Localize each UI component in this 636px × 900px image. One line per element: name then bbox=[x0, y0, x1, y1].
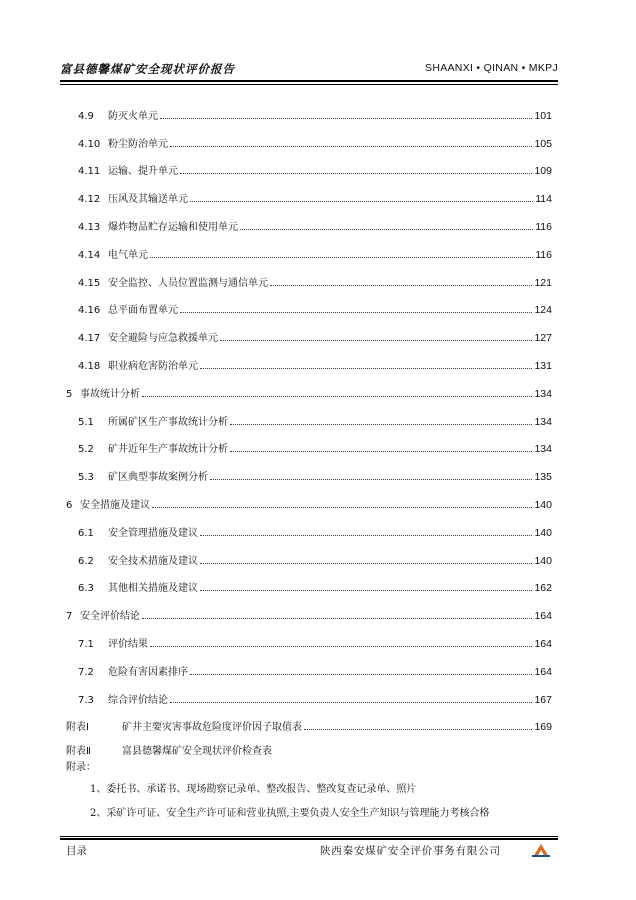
toc-entry-number: 4.16 bbox=[78, 305, 101, 317]
toc-entry-title: 职业病危害防治单元 bbox=[108, 360, 198, 372]
toc-entry-title: 运输、提升单元 bbox=[108, 166, 178, 178]
toc-leader-dots bbox=[170, 146, 532, 147]
toc-leader-dots bbox=[190, 201, 533, 202]
toc-entry-page: 134 bbox=[534, 443, 552, 456]
toc-entry-number: 6.3 bbox=[78, 583, 94, 595]
toc-entry-page: 127 bbox=[534, 332, 552, 345]
attachment-item-1: 1、委托书、承诺书、现场勘察记录单、整改报告、整改复查记录单、照片 bbox=[90, 784, 417, 795]
toc-entry-page: 164 bbox=[534, 610, 552, 623]
toc-entry[interactable] bbox=[66, 372, 552, 400]
toc-entry[interactable] bbox=[66, 511, 552, 539]
toc-entry-title: 压风及其输送单元 bbox=[108, 194, 188, 206]
toc-entry-number: 4.9 bbox=[78, 110, 94, 122]
toc-entry-page: 105 bbox=[534, 137, 552, 150]
toc-entry-page: 140 bbox=[534, 526, 552, 539]
toc-leader-dots bbox=[304, 729, 532, 730]
toc-entry-number: 4.13 bbox=[78, 221, 101, 233]
toc-entry-title: 防灭火单元 bbox=[108, 110, 158, 122]
toc-entry-number: 4.10 bbox=[78, 138, 101, 150]
toc-entry-title: 爆炸物品贮存运输和使用单元 bbox=[108, 221, 238, 233]
toc-entry-number: 4.14 bbox=[78, 249, 101, 261]
toc-entry-number: 4.11 bbox=[78, 166, 101, 178]
toc-leader-dots bbox=[200, 535, 532, 536]
toc-entry-title: 所属矿区生产事故统计分析 bbox=[108, 416, 228, 428]
toc-entry-title: 安全监控、人员位置监测与通信单元 bbox=[108, 277, 268, 289]
toc-entry-page: 101 bbox=[534, 109, 552, 122]
toc-entry[interactable] bbox=[66, 483, 552, 511]
footer-company-name: 陕西秦安煤矿安全评价事务有限公司 bbox=[320, 845, 501, 857]
toc-entry-number: 7.1 bbox=[78, 638, 94, 650]
toc-entry-number: 6.1 bbox=[78, 527, 94, 539]
toc-leader-dots bbox=[230, 451, 532, 452]
toc-entry-page: 167 bbox=[534, 693, 552, 706]
toc-leader-dots bbox=[180, 312, 532, 313]
toc-entry[interactable] bbox=[66, 150, 552, 178]
toc-entry-page: 140 bbox=[534, 554, 552, 567]
toc-entry-page: 121 bbox=[534, 276, 552, 289]
toc-entry-title: 安全措施及建议 bbox=[80, 499, 150, 511]
toc-entry-title: 安全管理措施及建议 bbox=[108, 527, 198, 539]
toc-entry-title: 矿区典型事故案例分析 bbox=[108, 472, 208, 484]
toc-leader-dots bbox=[160, 118, 532, 119]
toc-entry-number: 7 bbox=[66, 611, 73, 623]
toc-entry-title: 评价结果 bbox=[108, 638, 148, 650]
toc-entry[interactable] bbox=[66, 205, 552, 233]
toc-entry[interactable] bbox=[66, 344, 552, 372]
page-header bbox=[60, 58, 558, 80]
appendix-2-label: 附表Ⅱ bbox=[66, 745, 91, 757]
toc-entry[interactable] bbox=[66, 678, 552, 706]
toc-entry-page: 124 bbox=[534, 304, 552, 317]
toc-entry-title: 安全避险与应急救援单元 bbox=[108, 333, 218, 345]
toc-entry-number: 4.12 bbox=[78, 194, 101, 206]
toc-leader-dots bbox=[180, 173, 532, 174]
toc-entry[interactable] bbox=[66, 706, 552, 734]
toc-entry-page: 109 bbox=[534, 165, 552, 178]
appendix-2-row bbox=[66, 739, 552, 759]
toc-entry-number: 5 bbox=[66, 388, 73, 400]
toc-entry-title: 综合评价结论 bbox=[108, 694, 168, 706]
toc-entry-page: 164 bbox=[534, 665, 552, 678]
toc-entry-title: 安全评价结论 bbox=[80, 611, 140, 623]
toc-entry[interactable] bbox=[66, 289, 552, 317]
toc-leader-dots bbox=[142, 618, 532, 619]
toc-entry-title: 其他相关措施及建议 bbox=[108, 583, 198, 595]
toc-entry-number: 6 bbox=[66, 499, 73, 511]
toc-entry-number: 附表Ⅰ bbox=[66, 722, 89, 734]
attachment-item-2: 2、采矿许可证、安全生产许可证和营业执照,主要负责人安全生产知识与管理能力考核合格 bbox=[90, 808, 490, 819]
toc-leader-dots bbox=[190, 674, 532, 675]
toc-leader-dots bbox=[150, 646, 532, 647]
toc-leader-dots bbox=[142, 396, 532, 397]
toc-entry[interactable] bbox=[66, 261, 552, 289]
toc-entry-page: 169 bbox=[534, 721, 552, 734]
toc-entry[interactable] bbox=[66, 428, 552, 456]
toc-entry[interactable] bbox=[66, 622, 552, 650]
toc-entry[interactable] bbox=[66, 122, 552, 150]
attachments-title: 附录： bbox=[66, 762, 96, 773]
toc-entry-number: 5.2 bbox=[78, 444, 94, 456]
toc-entry[interactable] bbox=[66, 316, 552, 344]
toc-entry-title: 粉尘防治单元 bbox=[108, 138, 168, 150]
toc-entry-page: 116 bbox=[535, 220, 552, 233]
toc-leader-dots bbox=[200, 563, 532, 564]
toc-entry-number: 5.1 bbox=[78, 416, 94, 428]
toc-entry-page: 135 bbox=[534, 471, 552, 484]
toc-entry[interactable] bbox=[66, 177, 552, 205]
toc-entry-title: 总平面布置单元 bbox=[108, 305, 178, 317]
toc-leader-dots bbox=[152, 507, 532, 508]
toc-leader-dots bbox=[170, 702, 532, 703]
toc-entry-page: 164 bbox=[534, 637, 552, 650]
toc-entry-title: 电气单元 bbox=[108, 249, 148, 261]
header-rule-thin bbox=[60, 84, 558, 85]
toc-entry-title: 危险有害因素排序 bbox=[108, 666, 188, 678]
toc-entry[interactable] bbox=[66, 233, 552, 261]
toc-entry-title: 安全技术措施及建议 bbox=[108, 555, 198, 567]
toc-entry-page: 134 bbox=[534, 415, 552, 428]
toc-leader-dots bbox=[150, 257, 533, 258]
toc-entry[interactable] bbox=[66, 94, 552, 122]
table-of-contents bbox=[66, 94, 552, 733]
toc-entry[interactable] bbox=[66, 567, 552, 595]
toc-entry[interactable] bbox=[66, 650, 552, 678]
toc-leader-dots bbox=[230, 424, 532, 425]
toc-entry-number: 4.15 bbox=[78, 277, 101, 289]
toc-leader-dots bbox=[200, 590, 532, 591]
toc-entry-title: 矿井主要灾害事故危险度评价因子取值表 bbox=[122, 722, 302, 734]
toc-entry-number: 7.2 bbox=[78, 666, 94, 678]
toc-leader-dots bbox=[210, 479, 532, 480]
footer-rule bbox=[60, 838, 558, 840]
header-code: SHAANXI • QINAN • MKPJ bbox=[425, 62, 558, 74]
report-title: 富县德馨煤矿安全现状评价报告 bbox=[60, 62, 235, 76]
toc-entry-number: 5.3 bbox=[78, 472, 94, 484]
toc-entry-title: 矿井近年生产事故统计分析 bbox=[108, 444, 228, 456]
header-rule bbox=[60, 80, 558, 82]
toc-entry-number: 4.18 bbox=[78, 360, 101, 372]
toc-entry-page: 162 bbox=[534, 582, 552, 595]
toc-entry-number: 6.2 bbox=[78, 555, 94, 567]
toc-entry-page: 116 bbox=[535, 248, 552, 261]
toc-entry[interactable] bbox=[66, 455, 552, 483]
toc-entry-number: 7.3 bbox=[78, 694, 94, 706]
toc-entry[interactable] bbox=[66, 539, 552, 567]
toc-entry-page: 131 bbox=[534, 359, 552, 372]
toc-entry-page: 114 bbox=[535, 193, 552, 206]
company-logo-icon bbox=[532, 842, 550, 858]
toc-leader-dots bbox=[270, 285, 532, 286]
toc-leader-dots bbox=[220, 340, 532, 341]
toc-entry[interactable] bbox=[66, 400, 552, 428]
toc-entry-page: 134 bbox=[534, 387, 552, 400]
toc-entry-page: 140 bbox=[534, 498, 552, 511]
toc-leader-dots bbox=[200, 368, 532, 369]
toc-entry[interactable] bbox=[66, 594, 552, 622]
toc-entry-title: 事故统计分析 bbox=[80, 388, 140, 400]
appendix-2-title: 富县德馨煤矿安全现状评价检查表 bbox=[122, 745, 272, 757]
footer-rule-thin bbox=[60, 836, 558, 837]
toc-leader-dots bbox=[240, 229, 533, 230]
footer-section-label: 目录 bbox=[66, 845, 87, 857]
toc-entry-number: 4.17 bbox=[78, 333, 101, 345]
